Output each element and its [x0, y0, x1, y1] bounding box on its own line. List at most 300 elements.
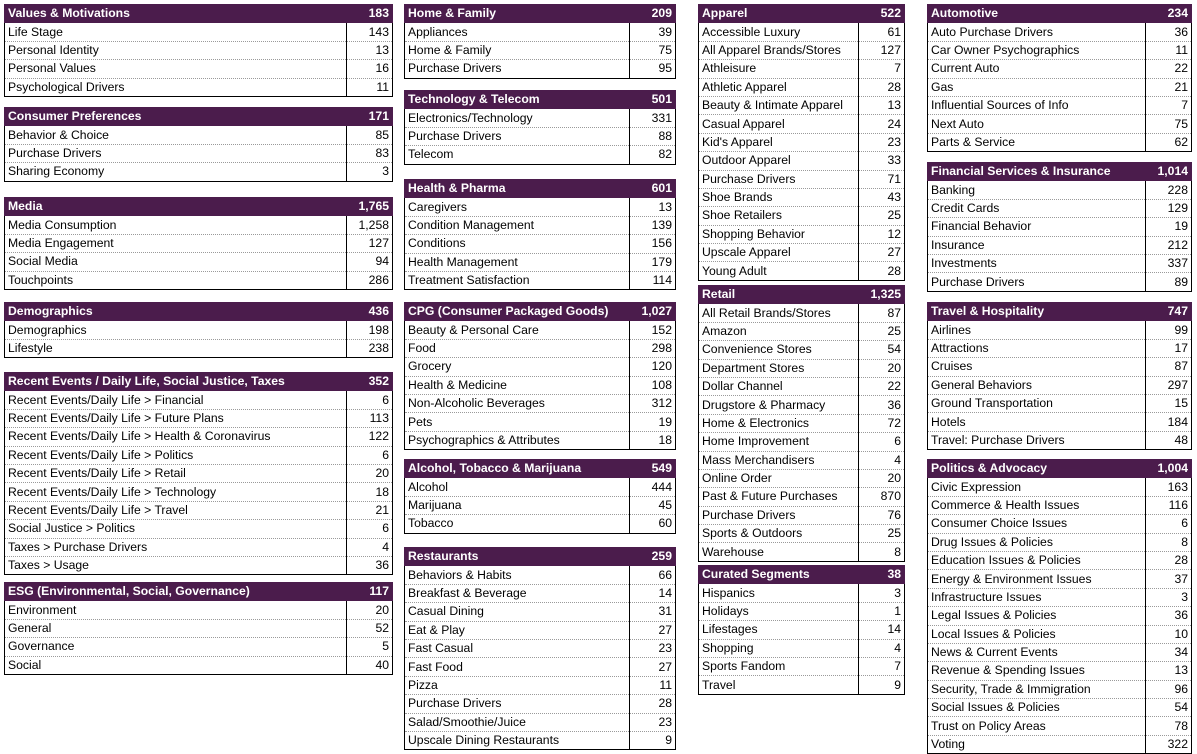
row-count: 13	[859, 96, 905, 114]
category-esg	[4, 582, 393, 675]
category-technology-telecom	[404, 90, 676, 165]
row-label: Auto Purchase Drivers	[928, 23, 1146, 41]
row-label: Recent Events/Daily Life > Health & Coronavirus	[5, 428, 347, 446]
table-row	[928, 23, 1192, 41]
row-count: 23	[630, 713, 676, 731]
row-label: Home Improvement	[699, 433, 859, 451]
row-label: Gas	[928, 78, 1146, 96]
row-label: Telecom	[405, 146, 630, 164]
table-row	[928, 662, 1192, 680]
row-count: 27	[859, 244, 905, 262]
table-row	[405, 695, 676, 713]
table-row	[699, 506, 905, 524]
category-title: Curated Segments	[699, 566, 859, 584]
row-count: 14	[859, 621, 905, 639]
row-label: Lifestages	[699, 621, 859, 639]
table-row	[928, 78, 1192, 96]
table-row	[405, 321, 676, 339]
table-row	[5, 464, 393, 482]
row-label: Taxes > Purchase Drivers	[5, 538, 347, 556]
table-row	[928, 643, 1192, 661]
table-row	[699, 341, 905, 359]
table-row	[699, 23, 905, 41]
table-row	[928, 199, 1192, 217]
table-row	[699, 322, 905, 340]
table-row	[928, 218, 1192, 236]
category-table	[404, 179, 676, 290]
table-row	[699, 115, 905, 133]
category-recent-events	[4, 372, 393, 575]
row-count: 3	[347, 163, 393, 181]
category-title: Restaurants	[405, 548, 630, 566]
category-title: Home & Family	[405, 5, 630, 23]
table-row	[699, 96, 905, 114]
row-count: 14	[630, 584, 676, 602]
row-count: 120	[630, 358, 676, 376]
row-count: 3	[859, 584, 905, 602]
row-label: Personal Values	[5, 60, 347, 78]
row-label: Credit Cards	[928, 199, 1146, 217]
row-label: Purchase Drivers	[699, 506, 859, 524]
row-label: Eat & Play	[405, 621, 630, 639]
row-label: Shopping Behavior	[699, 225, 859, 243]
row-count: 25	[859, 207, 905, 225]
table-row	[928, 254, 1192, 272]
category-table	[927, 302, 1192, 450]
row-count: 36	[859, 396, 905, 414]
row-label: Influential Sources of Info	[928, 96, 1146, 114]
table-row	[5, 271, 393, 289]
table-row	[5, 409, 393, 427]
row-label: Tobacco	[405, 515, 630, 533]
table-row	[699, 676, 905, 694]
row-label: Shoe Retailers	[699, 207, 859, 225]
row-label: Ground Transportation	[928, 394, 1146, 412]
category-title: Media	[5, 198, 347, 216]
row-label: Life Stage	[5, 23, 347, 41]
category-total: 38	[859, 566, 905, 584]
table-row	[405, 60, 676, 78]
table-row	[405, 584, 676, 602]
row-label: Psychographics & Attributes	[405, 431, 630, 449]
row-count: 17	[1146, 339, 1192, 357]
row-label: Recent Events/Daily Life > Financial	[5, 391, 347, 409]
row-count: 87	[859, 304, 905, 322]
table-row	[5, 234, 393, 252]
table-row	[5, 601, 393, 619]
row-label: Fast Casual	[405, 639, 630, 657]
row-count: 9	[630, 731, 676, 749]
row-count: 152	[630, 321, 676, 339]
row-label: Sports Fandom	[699, 657, 859, 675]
row-count: 87	[1146, 358, 1192, 376]
table-row	[928, 515, 1192, 533]
table-row	[5, 60, 393, 78]
row-count: 9	[859, 676, 905, 694]
row-count: 444	[630, 478, 676, 496]
row-label: Dollar Channel	[699, 377, 859, 395]
table-row	[699, 543, 905, 561]
table-row	[5, 78, 393, 96]
row-count: 13	[630, 198, 676, 216]
row-count: 7	[1146, 96, 1192, 114]
category-header	[928, 303, 1192, 321]
row-count: 6	[347, 520, 393, 538]
row-label: Food	[405, 339, 630, 357]
table-row	[699, 433, 905, 451]
category-table	[927, 4, 1192, 152]
row-count: 94	[347, 253, 393, 271]
row-count: 89	[1146, 273, 1192, 291]
row-label: Personal Identity	[5, 41, 347, 59]
table-row	[405, 658, 676, 676]
table-row	[928, 431, 1192, 449]
category-table	[404, 302, 676, 450]
table-row	[699, 170, 905, 188]
row-label: General Behaviors	[928, 376, 1146, 394]
category-total: 171	[347, 108, 393, 126]
table-row	[699, 188, 905, 206]
row-label: Purchase Drivers	[928, 273, 1146, 291]
row-count: 7	[859, 657, 905, 675]
row-label: Car Owner Psychographics	[928, 41, 1146, 59]
table-row	[405, 109, 676, 127]
table-row	[405, 376, 676, 394]
category-consumer-preferences	[4, 107, 393, 182]
row-label: Demographics	[5, 321, 347, 339]
row-count: 322	[1146, 735, 1192, 753]
row-label: Caregivers	[405, 198, 630, 216]
row-label: Social Justice > Politics	[5, 520, 347, 538]
row-count: 114	[630, 271, 676, 289]
row-label: Drug Issues & Policies	[928, 533, 1146, 551]
row-count: 20	[859, 469, 905, 487]
table-row	[5, 163, 393, 181]
row-count: 20	[347, 464, 393, 482]
row-label: Sports & Outdoors	[699, 525, 859, 543]
table-row	[928, 339, 1192, 357]
row-count: 28	[630, 695, 676, 713]
table-row	[405, 603, 676, 621]
table-row	[928, 376, 1192, 394]
row-count: 20	[347, 601, 393, 619]
row-count: 6	[347, 446, 393, 464]
category-table	[927, 459, 1192, 754]
category-total: 747	[1146, 303, 1192, 321]
table-row	[5, 446, 393, 464]
row-count: 11	[1146, 41, 1192, 59]
row-count: 7	[859, 60, 905, 78]
category-table	[4, 107, 393, 182]
table-row	[405, 339, 676, 357]
row-label: Department Stores	[699, 359, 859, 377]
category-home-family	[404, 4, 676, 79]
category-header	[5, 198, 393, 216]
category-demographics	[4, 302, 393, 358]
row-count: 19	[630, 413, 676, 431]
table-row	[699, 225, 905, 243]
table-row	[405, 713, 676, 731]
category-header	[5, 5, 393, 23]
row-count: 870	[859, 488, 905, 506]
row-label: Pizza	[405, 676, 630, 694]
table-row	[699, 41, 905, 59]
row-count: 11	[347, 78, 393, 96]
table-row	[699, 262, 905, 280]
row-count: 71	[859, 170, 905, 188]
row-label: Media Engagement	[5, 234, 347, 252]
row-count: 83	[347, 144, 393, 162]
row-label: Amazon	[699, 322, 859, 340]
row-label: General	[5, 619, 347, 637]
row-label: Revenue & Spending Issues	[928, 662, 1146, 680]
row-count: 20	[859, 359, 905, 377]
row-label: Purchase Drivers	[699, 170, 859, 188]
row-count: 1,258	[347, 216, 393, 234]
row-count: 156	[630, 235, 676, 253]
table-row	[928, 570, 1192, 588]
category-media	[4, 197, 393, 290]
table-row	[928, 625, 1192, 643]
row-count: 22	[1146, 60, 1192, 78]
row-count: 129	[1146, 199, 1192, 217]
row-label: Social Issues & Policies	[928, 699, 1146, 717]
category-title: Financial Services & Insurance	[928, 163, 1146, 181]
row-count: 108	[630, 376, 676, 394]
table-row	[5, 556, 393, 574]
row-label: Purchase Drivers	[405, 695, 630, 713]
category-header	[928, 460, 1192, 478]
row-count: 23	[630, 639, 676, 657]
row-count: 27	[630, 621, 676, 639]
row-label: Kid's Apparel	[699, 133, 859, 151]
row-label: Media Consumption	[5, 216, 347, 234]
table-row	[405, 413, 676, 431]
row-label: Investments	[928, 254, 1146, 272]
table-row	[405, 676, 676, 694]
category-header	[5, 303, 393, 321]
row-count: 228	[1146, 181, 1192, 199]
table-row	[699, 414, 905, 432]
row-count: 13	[1146, 662, 1192, 680]
category-title: Values & Motivations	[5, 5, 347, 23]
row-count: 22	[859, 377, 905, 395]
category-title: Alcohol, Tobacco & Marijuana	[405, 460, 630, 478]
category-total: 117	[347, 583, 393, 601]
row-label: Casual Apparel	[699, 115, 859, 133]
table-row	[699, 621, 905, 639]
table-row	[405, 146, 676, 164]
table-row	[5, 339, 393, 357]
table-row	[928, 60, 1192, 78]
category-title: Apparel	[699, 5, 859, 23]
category-table	[404, 547, 676, 750]
row-label: All Retail Brands/Stores	[699, 304, 859, 322]
row-count: 8	[859, 543, 905, 561]
category-header	[699, 5, 905, 23]
table-row	[699, 584, 905, 602]
row-label: Behavior & Choice	[5, 126, 347, 144]
row-count: 72	[859, 414, 905, 432]
row-count: 6	[1146, 515, 1192, 533]
row-count: 61	[859, 23, 905, 41]
row-label: Banking	[928, 181, 1146, 199]
row-label: Athletic Apparel	[699, 78, 859, 96]
row-count: 127	[347, 234, 393, 252]
row-label: Cruises	[928, 358, 1146, 376]
table-row	[699, 78, 905, 96]
row-count: 54	[1146, 699, 1192, 717]
table-row	[699, 451, 905, 469]
row-label: Social Media	[5, 253, 347, 271]
category-table	[4, 302, 393, 358]
table-row	[405, 566, 676, 584]
table-row	[699, 469, 905, 487]
row-count: 28	[859, 78, 905, 96]
category-travel-hospitality	[927, 302, 1192, 450]
category-alcohol-tobacco-marijuana	[404, 459, 676, 534]
row-label: Alcohol	[405, 478, 630, 496]
table-row	[928, 273, 1192, 291]
row-count: 3	[1146, 588, 1192, 606]
table-row	[405, 621, 676, 639]
table-row	[699, 152, 905, 170]
table-row	[405, 478, 676, 496]
table-row	[699, 133, 905, 151]
table-row	[405, 216, 676, 234]
row-label: Trust on Policy Areas	[928, 717, 1146, 735]
category-table	[404, 4, 676, 79]
row-label: Civic Expression	[928, 478, 1146, 496]
row-count: 21	[347, 501, 393, 519]
category-total: 501	[630, 91, 676, 109]
row-count: 127	[859, 41, 905, 59]
row-count: 1	[859, 602, 905, 620]
row-count: 66	[630, 566, 676, 584]
category-title: Technology & Telecom	[405, 91, 630, 109]
row-count: 25	[859, 525, 905, 543]
table-row	[405, 639, 676, 657]
row-label: Recent Events/Daily Life > Technology	[5, 483, 347, 501]
row-label: Salad/Smoothie/Juice	[405, 713, 630, 731]
row-label: Voting	[928, 735, 1146, 753]
row-label: Past & Future Purchases	[699, 488, 859, 506]
table-row	[5, 501, 393, 519]
row-count: 76	[859, 506, 905, 524]
category-total: 352	[347, 373, 393, 391]
category-header	[5, 108, 393, 126]
row-label: Home & Electronics	[699, 414, 859, 432]
row-label: Recent Events/Daily Life > Retail	[5, 464, 347, 482]
row-count: 4	[859, 451, 905, 469]
table-row	[405, 271, 676, 289]
category-header	[928, 163, 1192, 181]
category-table	[698, 285, 905, 562]
category-total: 1,325	[859, 286, 905, 304]
row-count: 179	[630, 253, 676, 271]
table-row	[928, 115, 1192, 133]
table-row	[405, 496, 676, 514]
row-label: Young Adult	[699, 262, 859, 280]
category-apparel	[698, 4, 905, 281]
category-total: 234	[1146, 5, 1192, 23]
category-title: Automotive	[928, 5, 1146, 23]
row-label: Casual Dining	[405, 603, 630, 621]
row-count: 312	[630, 394, 676, 412]
table-row	[5, 391, 393, 409]
row-label: Recent Events/Daily Life > Travel	[5, 501, 347, 519]
row-count: 36	[347, 556, 393, 574]
category-table	[4, 372, 393, 575]
row-count: 143	[347, 23, 393, 41]
row-count: 48	[1146, 431, 1192, 449]
row-count: 40	[347, 656, 393, 674]
row-count: 43	[859, 188, 905, 206]
table-row	[5, 638, 393, 656]
row-count: 36	[1146, 607, 1192, 625]
row-label: Commerce & Health Issues	[928, 496, 1146, 514]
table-row	[405, 235, 676, 253]
row-label: Behaviors & Habits	[405, 566, 630, 584]
row-label: Insurance	[928, 236, 1146, 254]
row-count: 12	[859, 225, 905, 243]
table-row	[699, 639, 905, 657]
table-row	[699, 488, 905, 506]
category-total: 1,765	[347, 198, 393, 216]
category-total: 209	[630, 5, 676, 23]
row-count: 198	[347, 321, 393, 339]
row-count: 6	[859, 433, 905, 451]
row-label: Financial Behavior	[928, 218, 1146, 236]
category-total: 601	[630, 180, 676, 198]
row-count: 88	[630, 127, 676, 145]
row-count: 122	[347, 428, 393, 446]
row-count: 96	[1146, 680, 1192, 698]
table-row	[699, 244, 905, 262]
row-count: 18	[630, 431, 676, 449]
row-count: 23	[859, 133, 905, 151]
row-label: Parts & Service	[928, 133, 1146, 151]
row-label: Shoe Brands	[699, 188, 859, 206]
category-title: Consumer Preferences	[5, 108, 347, 126]
category-header	[405, 91, 676, 109]
row-label: Athleisure	[699, 60, 859, 78]
row-count: 163	[1146, 478, 1192, 496]
row-count: 28	[1146, 551, 1192, 569]
table-row	[5, 41, 393, 59]
row-count: 331	[630, 109, 676, 127]
row-count: 15	[1146, 394, 1192, 412]
row-count: 54	[859, 341, 905, 359]
table-row	[5, 483, 393, 501]
row-count: 85	[347, 126, 393, 144]
row-label: Breakfast & Beverage	[405, 584, 630, 602]
row-label: Electronics/Technology	[405, 109, 630, 127]
category-title: Retail	[699, 286, 859, 304]
category-total: 1,014	[1146, 163, 1192, 181]
row-label: Touchpoints	[5, 271, 347, 289]
row-label: Hotels	[928, 413, 1146, 431]
row-label: Appliances	[405, 23, 630, 41]
row-label: Upscale Apparel	[699, 244, 859, 262]
row-label: Recent Events/Daily Life > Politics	[5, 446, 347, 464]
row-count: 39	[630, 23, 676, 41]
table-row	[699, 304, 905, 322]
row-count: 297	[1146, 376, 1192, 394]
table-row	[928, 413, 1192, 431]
row-count: 337	[1146, 254, 1192, 272]
row-label: Current Auto	[928, 60, 1146, 78]
